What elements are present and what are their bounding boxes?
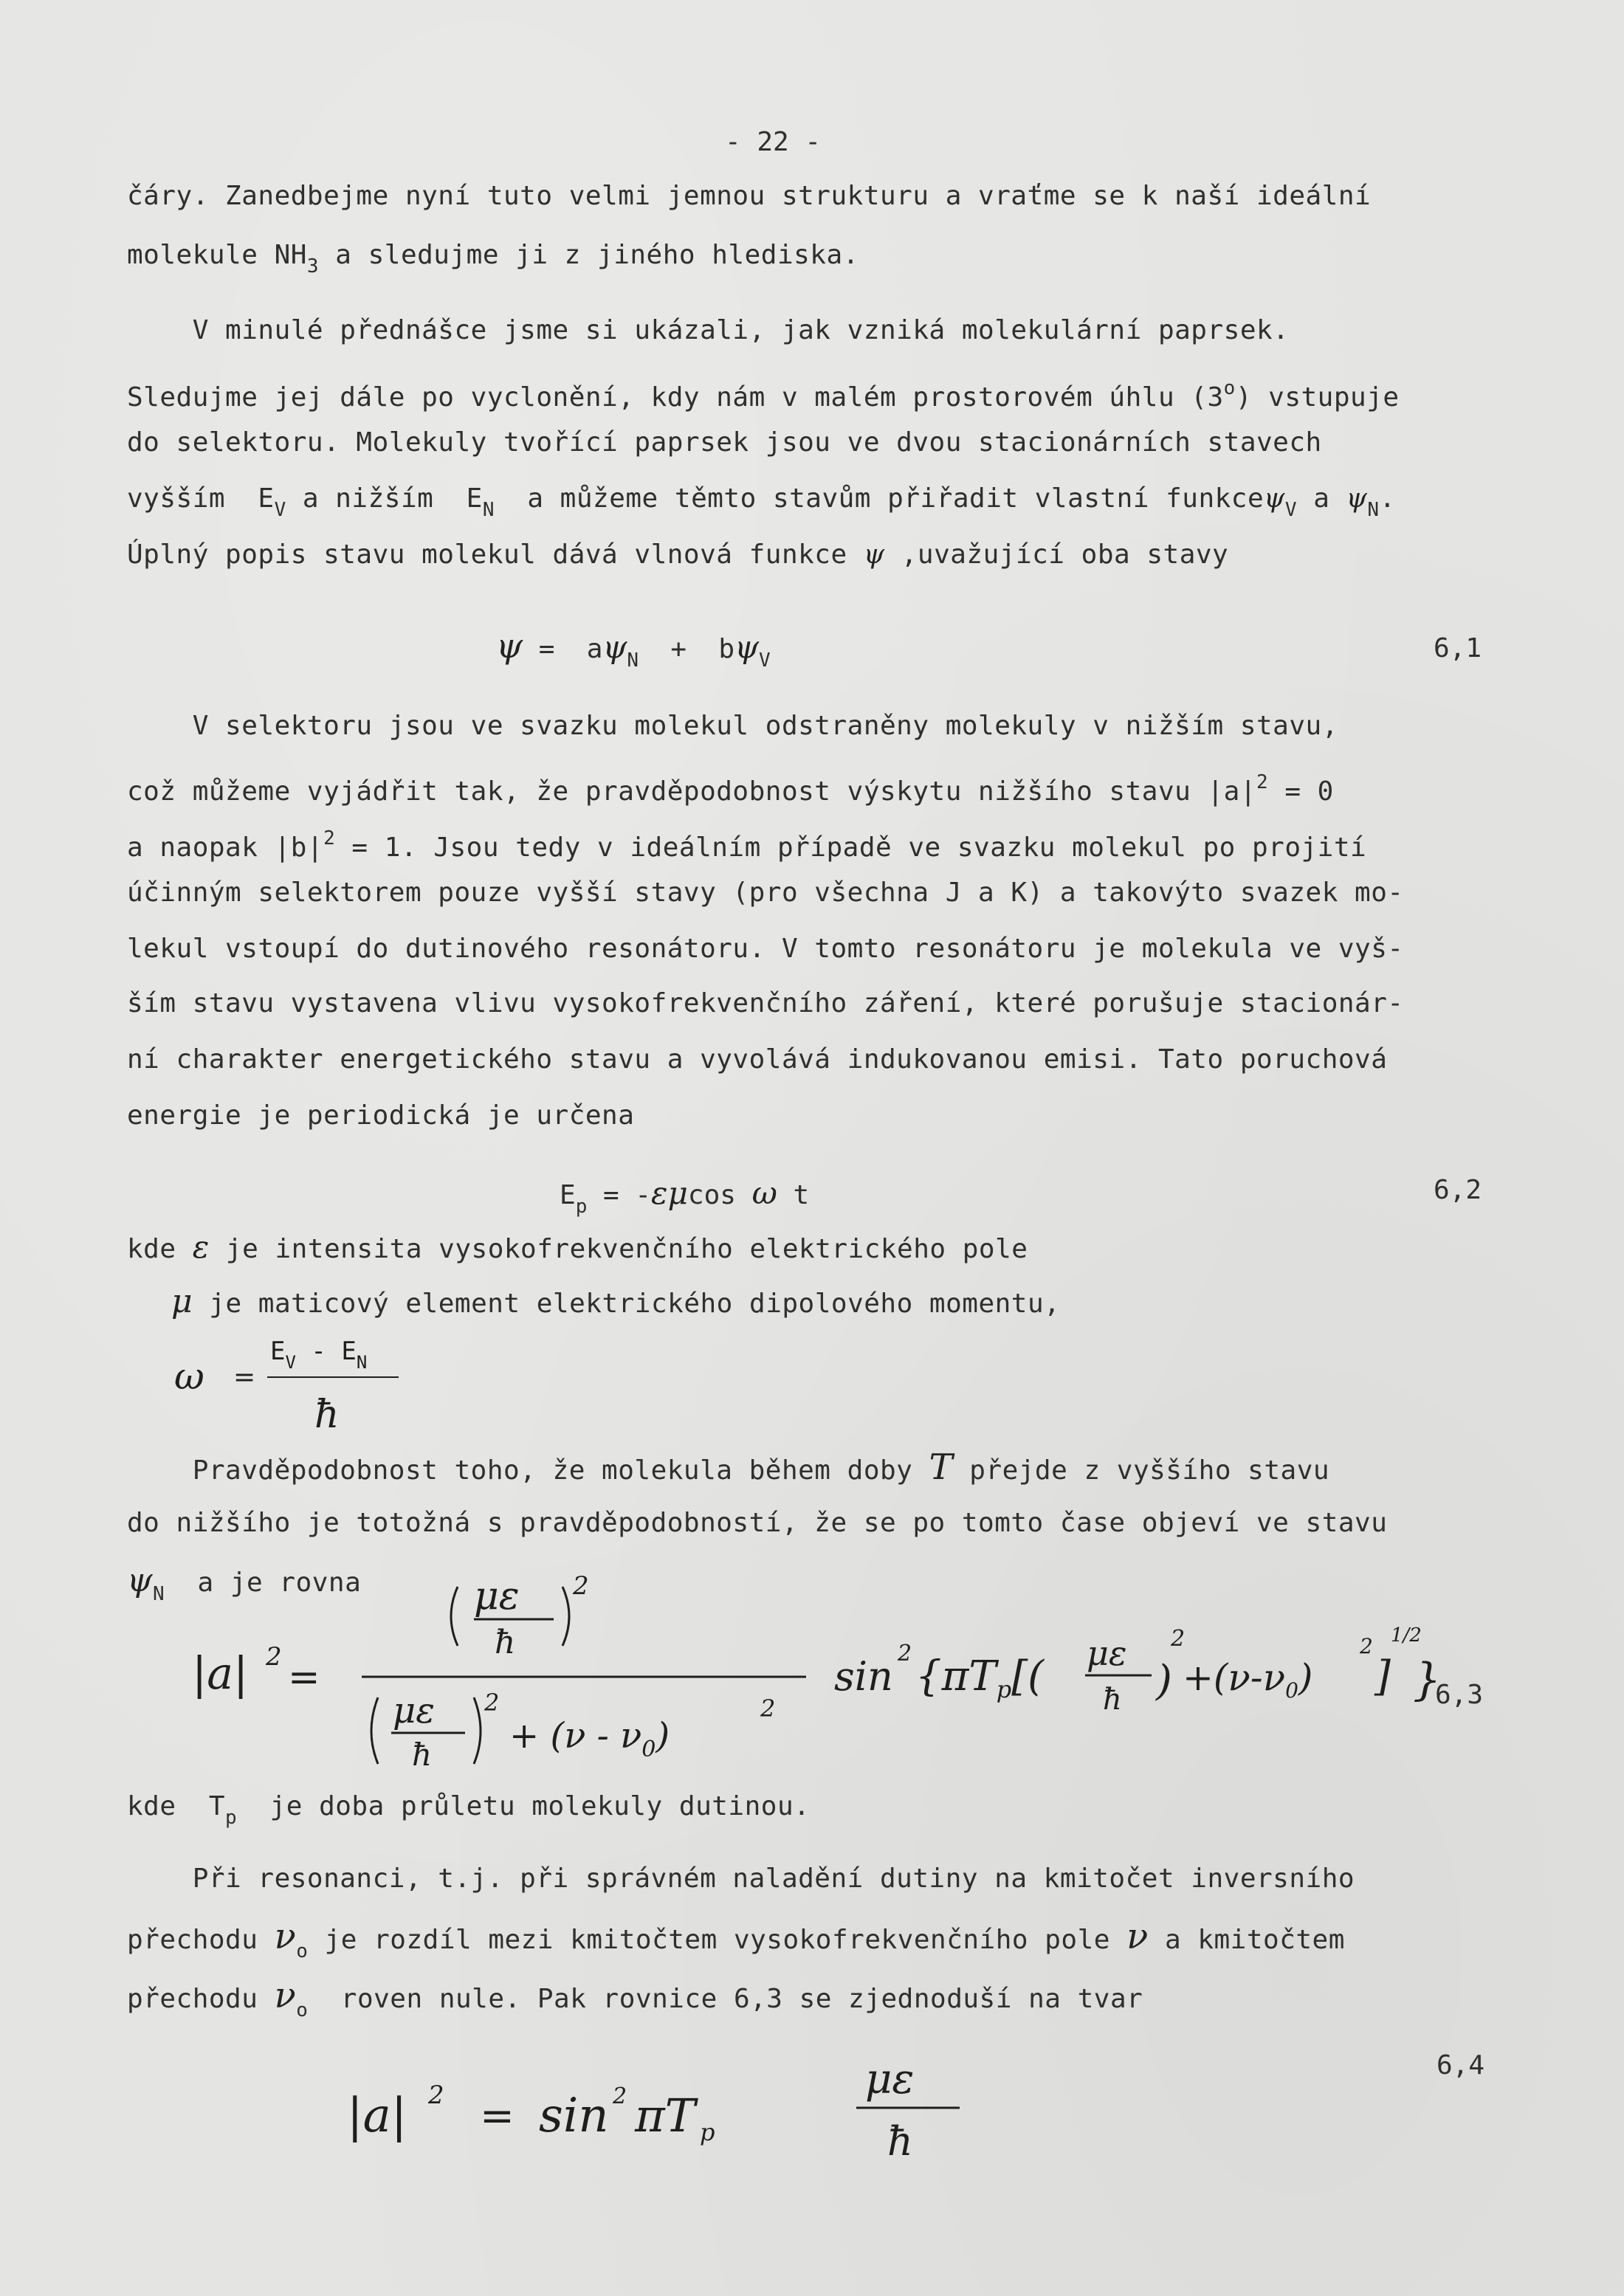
subscript: N <box>482 499 495 521</box>
text-fragment: a <box>1297 483 1346 514</box>
equals-sign: = <box>480 2092 515 2140</box>
text-fragment: Sledujme jej dále po vyclonění, kdy nám v malém prostorovém úhlu (3 <box>127 382 1224 413</box>
subscript: 3 <box>306 255 320 277</box>
text-line: V selektoru jsou ve svazku molekul odstraněny molekuly v nižším stavu, <box>127 711 1338 741</box>
superscript: 2 <box>266 1642 282 1672</box>
epsilon-symbol: ε <box>192 1229 210 1265</box>
equation-part: E <box>560 1180 576 1210</box>
equation-part: = - <box>587 1180 652 1210</box>
text-line: ní charakter energetického stavu a vyvolává indukovanou emisi. Tato poruchová <box>127 1044 1388 1075</box>
argument-tail <box>1183 1656 1312 1703</box>
equation-part: cos <box>687 1180 752 1210</box>
superscript: 2 <box>428 2080 444 2110</box>
psi-symbol: ψ <box>496 626 523 666</box>
epsilon-mu-symbols: εμ <box>651 1175 688 1211</box>
exponent-half: 1/2 <box>1391 1624 1422 1647</box>
text-fragment: kde <box>127 1234 193 1264</box>
superscript: 2 <box>760 1695 776 1723</box>
text-fragment: přejde z vyššího stavu <box>953 1455 1330 1486</box>
page-number: - 22 - <box>725 127 822 157</box>
text-fragment: a kmitočtem <box>1148 1925 1345 1955</box>
equals-sign: = <box>288 1655 320 1700</box>
equation-number: 6,1 <box>1434 633 1482 663</box>
omega-definition <box>170 1323 421 1441</box>
text-fragment: je maticový element elektrického dipolového momentu, <box>193 1289 1061 1319</box>
text-line <box>127 1975 1143 2027</box>
superscript: 2 <box>613 2083 627 2109</box>
superscript: 2 <box>1360 1634 1373 1658</box>
text-line: energie je periodická je určena <box>127 1100 635 1131</box>
text-fragment: kde T <box>127 1791 226 1821</box>
paren-right <box>562 1587 569 1646</box>
text-line <box>127 766 1334 808</box>
equals-sign: = <box>233 1362 256 1393</box>
denominator-h: ħ <box>412 1737 433 1773</box>
text-fragment: a naopak |b| <box>127 832 324 863</box>
text-line <box>127 239 859 283</box>
text-fragment: ) vstupuje <box>1235 382 1400 413</box>
subscript: p <box>575 1196 588 1218</box>
fraction-numerator: με <box>865 2055 915 2103</box>
sin-argument <box>915 1652 1045 1703</box>
omega-symbol: ω <box>751 1175 777 1211</box>
fraction-denominator: ħ <box>887 2118 913 2165</box>
argument-h: ħ <box>1103 1683 1122 1717</box>
text-fragment: Úplný popis stavu molekul dává vlnová funkce <box>127 539 864 570</box>
subscript: N <box>153 1583 165 1605</box>
text-fragment: . <box>1379 483 1396 514</box>
subscript: V <box>274 499 286 521</box>
argument-part: ) <box>1156 1657 1172 1705</box>
subscript: N <box>627 649 639 672</box>
equation-number: 6,2 <box>1434 1175 1482 1205</box>
lhs: |a| <box>192 1648 249 1700</box>
numerator-part: E <box>270 1337 286 1366</box>
argument-part: [( <box>1011 1652 1044 1700</box>
text-line: do selektoru. Molekuly tvořící paprsek jsou ve dvou stacionárních stavech <box>127 427 1322 458</box>
text-fragment: roven nule. Pak rovnice 6,3 se zjednoduší na tvar <box>308 1984 1143 2014</box>
text-fragment: = 0 <box>1268 776 1334 807</box>
subscript: p <box>225 1807 238 1829</box>
equation-part: t <box>777 1180 810 1210</box>
sin-function: sin <box>834 1653 893 1700</box>
subscript: 0 <box>641 1737 656 1762</box>
t-symbol: T <box>929 1447 954 1488</box>
omega-symbol: ω <box>174 1355 204 1398</box>
text-fragment: je doba průletu molekuly dutinou. <box>237 1791 811 1821</box>
text-fragment: = 1. Jsou tedy v ideálním případě ve svazku molekul po projití <box>335 832 1367 863</box>
text-line: lekul vstoupí do dutinového resonátoru. V tomto resonátoru je molekula ve vyš- <box>127 934 1404 964</box>
equation-part: = a <box>523 634 603 664</box>
subscript: N <box>1367 499 1380 521</box>
equation-number: 6,3 <box>1435 1680 1484 1710</box>
text-fragment: a je rovna <box>165 1568 362 1598</box>
superscript: 2 <box>1256 771 1269 793</box>
superscript: 2 <box>898 1641 912 1666</box>
lhs: |a| <box>347 2089 407 2143</box>
nu-symbol: ν <box>274 1916 297 1957</box>
argument-part: {πT <box>915 1652 997 1700</box>
subscript: V <box>285 1352 296 1373</box>
text-fragment: přechodu <box>127 1925 275 1955</box>
superscript: 2 <box>484 1689 500 1717</box>
text-line <box>127 1231 1028 1266</box>
subscript: p <box>700 2118 715 2146</box>
denominator-tail <box>509 1715 670 1762</box>
subscript: o <box>296 1940 309 1962</box>
denominator-part: ) <box>656 1715 670 1757</box>
text-fragment: ,uvažující oba stavy <box>884 539 1229 570</box>
sin-function: sin <box>539 2089 609 2143</box>
superscript: 2 <box>1171 1626 1186 1652</box>
denominator-part: + (ν - ν <box>509 1715 642 1757</box>
psi-symbol: ψ <box>863 539 885 570</box>
argument-part: ) <box>1298 1656 1313 1699</box>
paren-left <box>451 1587 458 1646</box>
argument-part: } <box>1413 1654 1442 1706</box>
text-line <box>127 1916 1345 1968</box>
text-fragment: což můžeme vyjádřit tak, že pravděpodobnost výskytu nižšího stavu |a| <box>127 776 1256 807</box>
text-fragment: přechodu <box>127 1984 275 2014</box>
text-line <box>171 1283 1061 1320</box>
text-line: Při resonanci, t.j. při správném naladění dutiny na kmitočet inversního <box>127 1864 1355 1894</box>
equation-6-1 <box>496 626 771 672</box>
equation-6-4 <box>340 2037 1004 2185</box>
numerator-mu-eps: με <box>474 1574 520 1618</box>
paren-left <box>371 1697 378 1764</box>
equation-6-3 <box>185 1565 1442 1786</box>
text-line: účinným selektorem pouze vyšší stavy (pro všechna J a K) a takovýto svazek mo- <box>127 878 1404 908</box>
text-line: ším stavu vystavena vlivu vysokofrekvenčního záření, které porušuje stacionár- <box>127 988 1404 1018</box>
psi-symbol: ψ <box>734 629 760 665</box>
text-fragment: a sledujme ji z jiného hlediska. <box>319 240 859 270</box>
superscript: 2 <box>323 827 336 849</box>
text-line <box>127 822 1366 864</box>
text-fragment: je rozdíl mezi kmitočtem vysokofrekvenčního pole <box>308 1925 1127 1955</box>
subscript: 0 <box>1285 1678 1298 1703</box>
pi-t: πT <box>635 2089 696 2142</box>
fraction-denominator: ħ <box>314 1393 340 1437</box>
paren-right <box>474 1697 481 1764</box>
argument-mu-eps: με <box>1087 1633 1127 1673</box>
text-line: do nižšího je totožná s pravděpodobností, že se po tomto čase objeví ve stavu <box>127 1508 1388 1538</box>
numerator-part: - E <box>295 1337 357 1366</box>
text-line: V minulé přednášce jsme si ukázali, jak vzniká molekulární paprsek. <box>127 315 1290 345</box>
numerator-h: ħ <box>495 1624 516 1661</box>
subscript: N <box>356 1352 368 1373</box>
nu-symbol: ν <box>274 1975 297 2016</box>
text-line <box>127 539 1228 571</box>
superscript: 2 <box>573 1571 589 1601</box>
argument-part: +(ν-ν <box>1183 1656 1286 1699</box>
superscript: o <box>1223 377 1236 399</box>
fraction-numerator <box>270 1337 367 1373</box>
subscript: o <box>296 1999 309 2021</box>
text-line: čáry. Zanedbejme nyní tuto velmi jemnou strukturu a vraťme se k naší ideální <box>127 181 1372 211</box>
text-line <box>127 1447 1330 1488</box>
nu-symbol: ν <box>1126 1916 1149 1957</box>
text-fragment: Pravděpodobnost toho, že molekula během doby <box>127 1455 929 1486</box>
text-line <box>127 483 1396 526</box>
text-fragment: a nižším E <box>286 483 483 514</box>
equation-part: + b <box>639 634 735 664</box>
text-fragment: molekule NH <box>127 240 307 270</box>
argument-part: ] <box>1374 1652 1391 1700</box>
text-line <box>127 1790 810 1834</box>
text-fragment: vyšším E <box>127 483 275 514</box>
text-fragment: je intensita vysokofrekvenčního elektrického pole <box>209 1234 1028 1264</box>
text-line <box>127 372 1400 414</box>
text-fragment: a můžeme těmto stavům přiřadit vlastní funkce <box>494 483 1265 514</box>
subscript: p <box>996 1675 1012 1703</box>
equation-6-2 <box>560 1175 809 1218</box>
mu-symbol: μ <box>171 1283 193 1320</box>
psi-symbol: ψ <box>127 1562 154 1599</box>
psi-symbol: ψ <box>602 629 627 665</box>
psi-symbol: ψ <box>1264 483 1285 514</box>
subscript: V <box>1284 499 1298 521</box>
equation-number: 6,4 <box>1437 2050 1485 2080</box>
denominator-mu-eps: με <box>393 1690 435 1731</box>
psi-symbol: ψ <box>1346 483 1368 514</box>
subscript: V <box>759 649 771 672</box>
